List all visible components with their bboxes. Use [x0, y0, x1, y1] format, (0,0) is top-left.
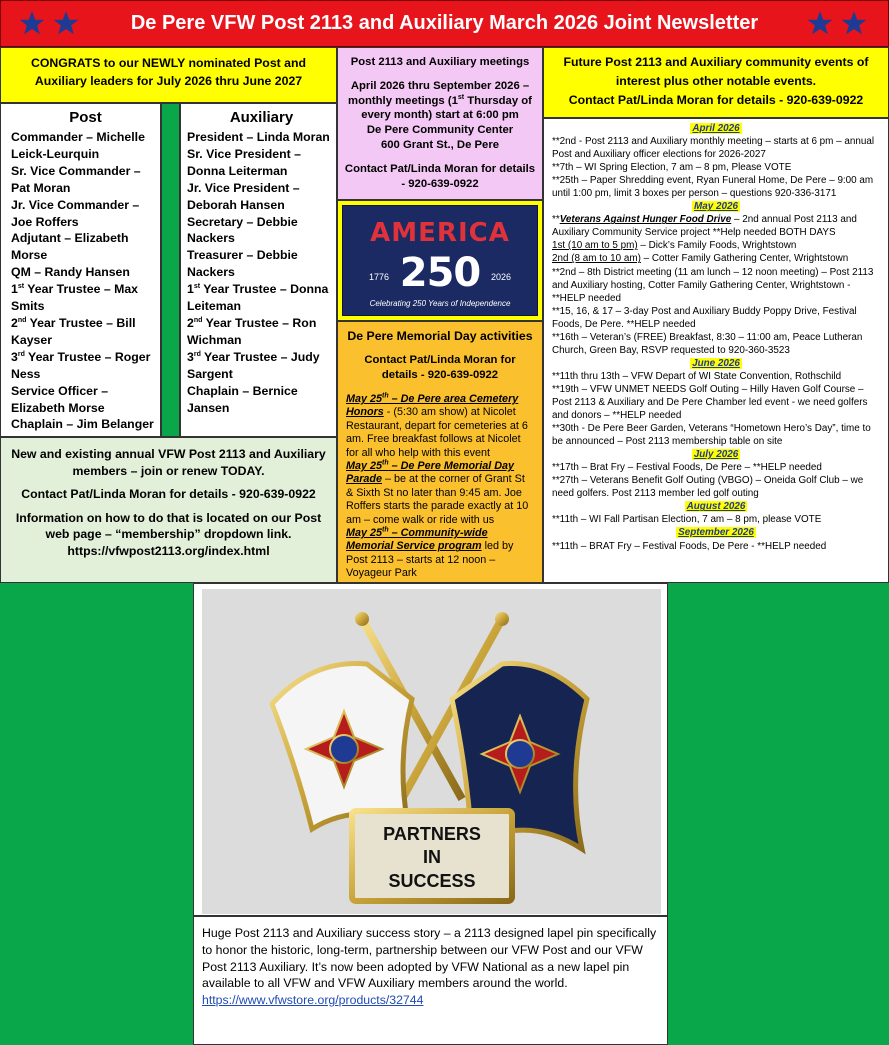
officer-item: 3rd Year Trustee – Roger Ness	[11, 349, 151, 381]
officer-item: 1st Year Trustee – Donna Leiteman	[187, 282, 329, 314]
meetings-contact: Contact Pat/Linda Moran for details - 920-639-0922	[344, 162, 536, 190]
membership-contact: Contact Pat/Linda Moran for details - 920-639-0922	[21, 487, 316, 501]
post-officers-column	[0, 103, 161, 437]
meetings-title: Post 2113 and Auxiliary meetings	[350, 56, 530, 68]
flag-year-start: 1776	[369, 272, 390, 282]
officer-item: Treasurer – Debbie Nackers	[187, 248, 298, 280]
officer-item: Service Officer – Elizabeth Morse	[11, 383, 109, 415]
month-heading: April 2026	[692, 123, 740, 134]
event-item: **19th – VFW UNMET NEEDS Golf Outing – Hilly Haven Golf Course – Post 2113 & Auxiliary and De Pere Chamber led event - we need golfers and donors – **HELP needed	[552, 383, 868, 422]
officer-item: Chaplain – Bernice Jansen	[187, 383, 298, 415]
star-icon	[807, 10, 833, 36]
officer-item: Jr. Vice President – Deborah Hansen	[187, 180, 300, 212]
membership-call: New and existing annual VFW Post 2113 and Auxiliary members – join or renew TODAY.	[11, 447, 326, 478]
meetings-address: 600 Grant St., De Pere	[380, 138, 500, 151]
auxiliary-heading: Auxiliary	[229, 109, 294, 126]
month-heading: July 2026	[693, 449, 739, 461]
column-divider	[161, 103, 180, 437]
future-events-contact: Contact Pat/Linda Moran for details - 920-639-0922	[568, 93, 864, 107]
congrats-banner	[0, 47, 337, 103]
month-heading: June 2026	[692, 357, 740, 369]
event-item: **15, 16, & 17 – 3-day Post and Auxiliary Buddy Poppy Drive, Festival Foods, De Pere. **HELP needed	[552, 305, 857, 330]
pin-text-line3: SUCCESS	[388, 871, 476, 891]
auxiliary-officers-column	[180, 103, 337, 437]
lapel-pin-photo	[202, 589, 661, 914]
future-events-banner	[543, 47, 889, 118]
event-item: 1st (10 am to 5 pm) – Dick’s Family Foods, Wrightstown	[552, 240, 797, 252]
pin-text-line1: PARTNERS	[383, 824, 481, 844]
memorial-event: May 25th – Community-wide Memorial Service program led by Post 2113 – starts at 12 noon – Voyageur Park	[346, 526, 514, 580]
flag-america-text: AMERICA	[370, 218, 510, 248]
flag-number: 250	[399, 250, 481, 296]
event-item: **11th – WI Fall Partisan Election, 7 am – 8 pm, please VOTE	[552, 514, 822, 526]
caption-text: Huge Post 2113 and Auxiliary success story – a 2113 designed lapel pin specifically to honor the historic, long-term, partnership between our VFW Post and our VFW Post 2113 Auxiliary. It’s now been adopted by VFW National as a new lapel pin available to all VFW and VFW Auxiliary members around the world.	[202, 926, 657, 991]
event-item: **30th - De Pere Beer Garden, Veterans “Hometown Hero’s Day”, time to be announced – Post 2113 membership table on site	[552, 423, 871, 448]
meetings-schedule: April 2026 thru September 2026 – monthly meetings (1st Thursday of every month) start at 6:00 pm De Pere Community Center 600 Grant St., De Pere	[348, 79, 532, 151]
meetings-box	[337, 47, 543, 200]
memorial-heading: De Pere Memorial Day activities	[347, 329, 533, 343]
lapel-pin-photo-frame	[193, 583, 668, 916]
memorial-event: May 25th – De Pere Memorial Day Parade – be at the corner of Grant St & Sixth St no later than 9:45 am. Joe Roffers starts the parade exactly at 10 am – come walk or ride with us	[346, 459, 529, 526]
officer-item: 2nd Year Trustee – Bill Kayser	[11, 315, 136, 347]
lapel-pin-image	[202, 589, 661, 914]
event-item: 2nd (8 am to 10 am) – Cotter Family Gathering Center, Wrightstown	[552, 253, 849, 265]
memorial-contact: Contact Pat/Linda Moran for details - 920-639-0922	[364, 354, 516, 381]
month-heading: September 2026	[678, 527, 754, 539]
event-item: **11th – BRAT Fry – Festival Foods, De Pere - **HELP needed	[552, 540, 827, 552]
officer-item: Jr. Vice Commander – Joe Roffers	[11, 197, 140, 229]
officer-item: 1st Year Trustee – Max Smits	[11, 282, 139, 314]
event-item: **Veterans Against Hunger Food Drive – 2nd annual Post 2113 and Auxiliary Community Service project **Help needed BOTH DAYS	[552, 214, 857, 239]
officer-item: Commander – Michelle Leick-Leurquin	[11, 130, 145, 161]
pin-text-line2: IN	[423, 847, 441, 867]
memorial-event: May 25th – De Pere area Cemetery Honors - (5:30 am show) at Nicolet Restaurant, depart for cemeteries at 6 am. Free breakfast follows at Nicolet for all who help with this event	[346, 392, 528, 459]
officer-item: 3rd Year Trustee – Judy Sargent	[187, 349, 320, 381]
month-heading: May 2026	[694, 201, 738, 213]
event-item: **16th – Veteran’s (FREE) Breakfast, 8:30 – 11:00 am, Peace Lutheran Church, Green Bay, RSVP requested to 920-360-3523	[552, 331, 863, 356]
membership-info: Information on how to do that is located on our Post web page – “membership” dropdown link. https://vfwpost2113.org/index.html	[15, 510, 322, 558]
officer-item: 2nd Year Trustee – Ron Wichman	[187, 315, 317, 347]
events-calendar	[543, 118, 889, 583]
officer-item: QM – Randy Hansen	[11, 265, 130, 280]
flag-tagline: Celebrating 250 Years of Independence	[369, 299, 511, 308]
event-item: **25th – Paper Shredding event, Ryan Funeral Home, De Pere – 9:00 am until 1:00 pm, limit 3 boxes per person – questions 920-336-3171	[552, 175, 874, 200]
meetings-venue: De Pere Community Center	[366, 124, 514, 137]
event-item: **2nd – 8th District meeting (11 am lunch – 12 noon meeting) – Post 2113 and Auxiliary hosting, Cotter Family Gathering Center, Wrightstown - **HELP needed	[552, 266, 874, 304]
newsletter-header	[0, 0, 889, 47]
event-item: **7th – WI Spring Election, 7 am – 8 pm, Please VOTE	[552, 162, 792, 174]
officer-item: Chaplain – Jim Belanger	[11, 417, 154, 432]
america-250-flag	[342, 205, 538, 316]
membership-box	[0, 437, 337, 583]
officer-item: Adjutant – Elizabeth Morse	[11, 231, 129, 263]
vfw-store-link[interactable]: https://www.vfwstore.org/products/32744	[202, 993, 424, 1008]
newsletter-title: De Pere VFW Post 2113 and Auxiliary March 2026 Joint Newsletter	[130, 12, 759, 34]
memorial-day-box	[337, 321, 543, 583]
officer-item: Sr. Vice Commander – Pat Moran	[11, 163, 141, 195]
star-icon	[841, 10, 867, 36]
event-item: **2nd - Post 2113 and Auxiliary monthly meeting – starts at 6 pm – annual Post and Auxiliary officer elections for 2026-2027	[552, 136, 875, 161]
officer-item: Secretary – Debbie Nackers	[187, 214, 298, 246]
america-250-banner	[337, 200, 543, 321]
event-item: **17th – Brat Fry – Festival Foods, De Pere – **HELP needed	[552, 462, 822, 474]
officer-item: President – Linda Moran	[187, 130, 330, 144]
future-events-text: Future Post 2113 and Auxiliary community events of interest plus other notable events.	[563, 55, 869, 88]
pin-caption	[193, 916, 668, 1045]
event-item: **27th – Veterans Benefit Golf Outing (VBGO) – Oneida Golf Club – we need golfers. Post 2113 member led golf outing	[552, 475, 864, 500]
month-heading: August 2026	[686, 501, 746, 513]
officer-item: Sr. Vice President – Donna Leiterman	[187, 146, 301, 178]
event-item: **11th thru 13th – VFW Depart of WI State Convention, Rothschild	[552, 370, 842, 382]
flag-year-end: 2026	[490, 272, 511, 282]
post-heading: Post	[69, 109, 102, 126]
congrats-text: CONGRATS to our NEWLY nominated Post and Auxiliary leaders for July 2026 thru June 2027	[30, 56, 307, 88]
